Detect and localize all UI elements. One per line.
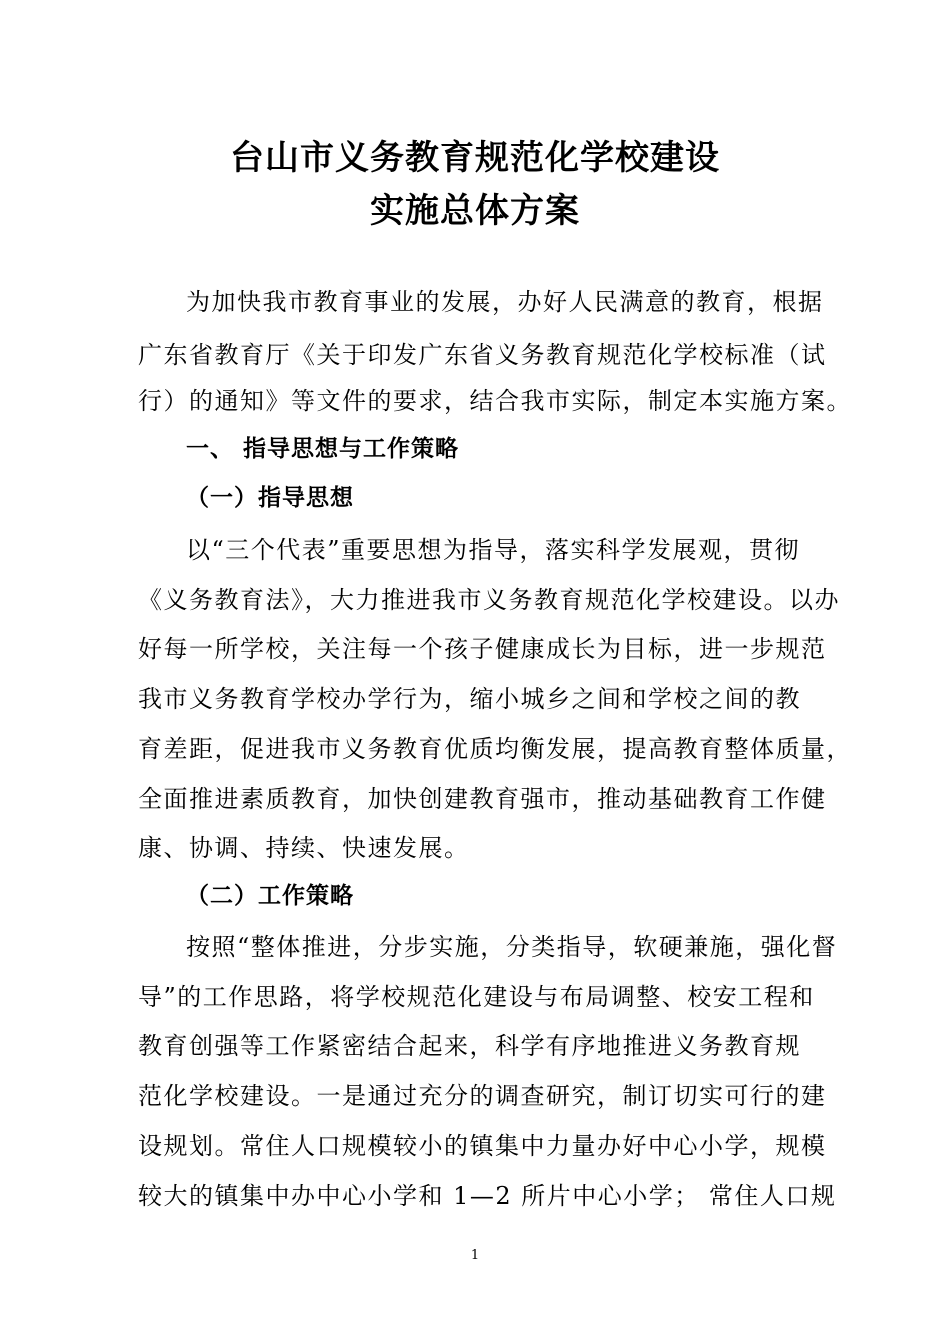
body-line: 好每一所学校，关注每一个孩子健康成长为目标，进一步规范 — [138, 635, 827, 663]
subsection2-heading: （二）工作策略 — [186, 883, 354, 909]
section1-heading: 一、 指导思想与工作策略 — [186, 436, 460, 462]
intro-line: 行）的通知》等文件的要求，结合我市实际，制定本实施方案。 — [138, 387, 852, 415]
body-line: 康、协调、持续、快速发展。 — [138, 834, 470, 862]
body-line: 以“三个代表”重要思想为指导，落实科学发展观，贯彻 — [186, 536, 801, 564]
document-title-line1: 台山市义务教育规范化学校建设 — [230, 138, 720, 178]
body-line: 教育创强等工作紧密结合起来，科学有序地推进义务教育规 — [138, 1032, 801, 1060]
document-title-line2: 实施总体方案 — [370, 191, 580, 231]
intro-line: 广东省教育厅《关于印发广东省义务教育规范化学校标准（试 — [138, 341, 827, 369]
page-number: 1 — [470, 1248, 480, 1263]
subsection1-heading: （一）指导思想 — [186, 485, 354, 511]
body-line: 全面推进素质教育，加快创建教育强市，推动基础教育工作健 — [138, 785, 827, 813]
body-line: 较大的镇集中办中心小学和 1—2 所片中心小学； 常住人口规 — [138, 1182, 837, 1210]
intro-line: 为加快我市教育事业的发展，办好人民满意的教育，根据 — [186, 288, 824, 316]
body-line: 导”的工作思路，将学校规范化建设与布局调整、校安工程和 — [138, 983, 815, 1011]
body-line: 《义务教育法》，大力推进我市义务教育规范化学校建设。以办 — [138, 586, 840, 614]
body-line: 按照“整体推进，分步实施，分类指导，软硬兼施，强化督 — [186, 933, 838, 961]
body-line: 设规划。常住人口规模较小的镇集中力量办好中心小学，规模 — [138, 1132, 827, 1160]
body-line: 我市义务教育学校办学行为，缩小城乡之间和学校之间的教 — [138, 685, 801, 713]
body-line: 育差距，促进我市义务教育优质均衡发展，提高教育整体质量， — [138, 735, 852, 763]
body-line: 范化学校建设。一是通过充分的调查研究，制订切实可行的建 — [138, 1082, 827, 1110]
